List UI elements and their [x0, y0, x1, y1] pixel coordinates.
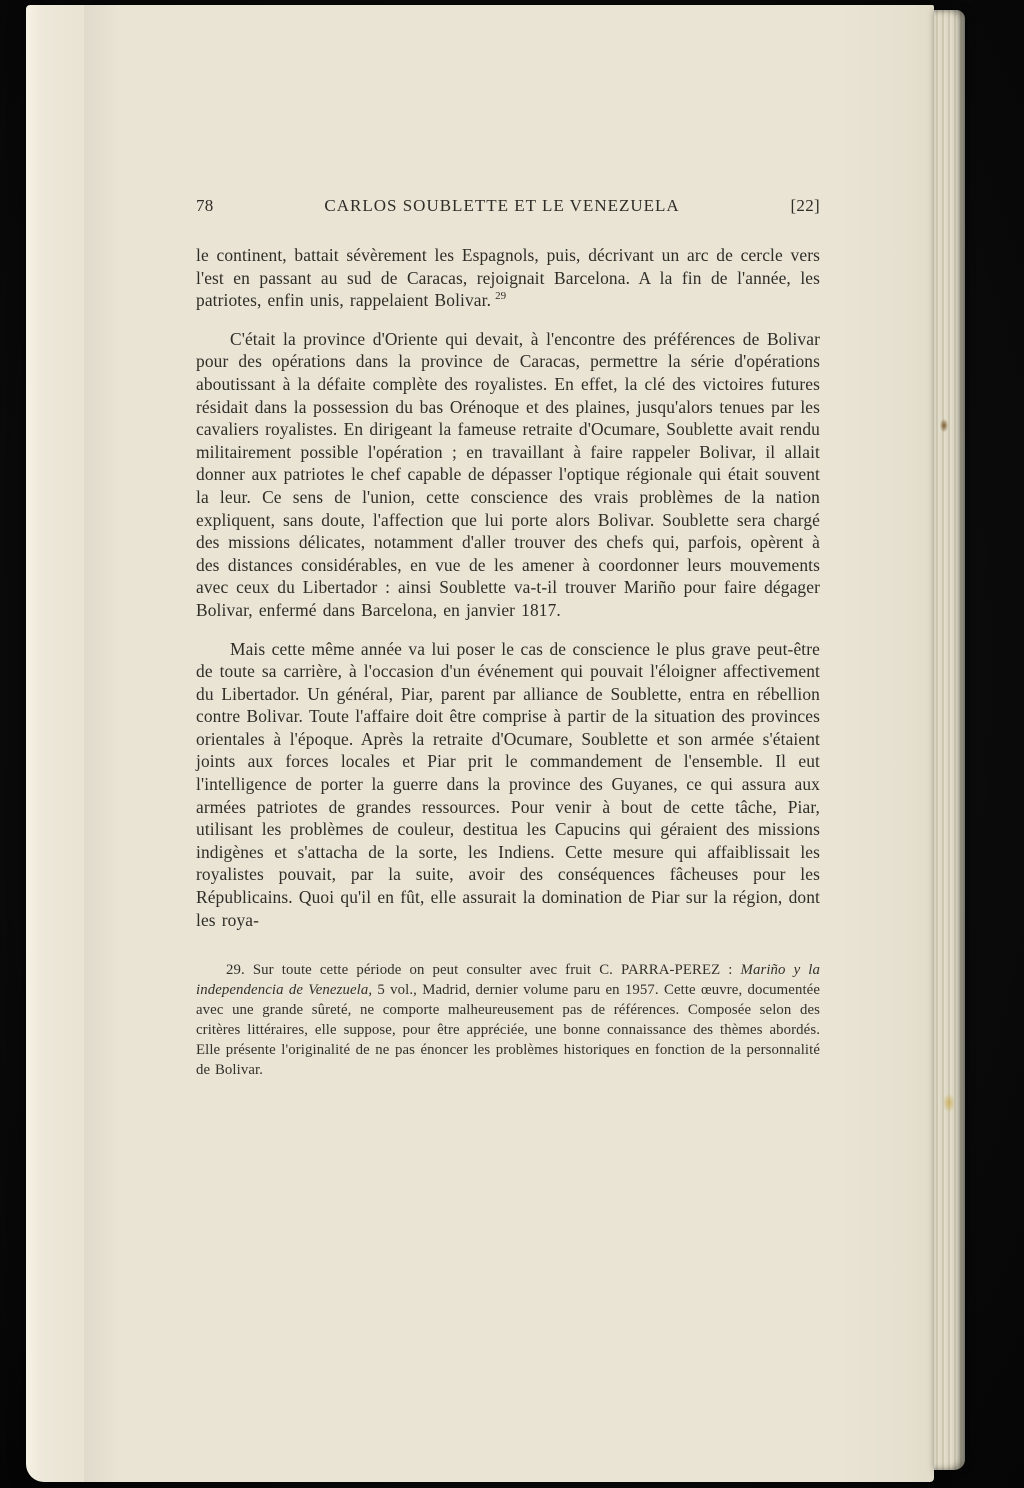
footnote-number: 29.	[226, 962, 245, 979]
book-page	[26, 5, 934, 1482]
footnote-text: Sur toute cette période on peut consulter avec fruit C. PARRA-PEREZ :	[244, 962, 741, 979]
paragraph-continuation	[196, 244, 820, 312]
paragraph-text: le continent, battait sévèrement les Espagnols, puis, décrivant un arc de cercle vers l'est en passant au sud de Caracas, rejoignait Barcelona. A la fin de l'année, les patriotes, enfin unis, rappelaient Bolivar.	[196, 245, 820, 311]
page-content	[196, 5, 820, 1081]
footnote-text: 5 vol., Madrid, dernier volume paru en 1957. Cette œuvre, documentée avec une grande sûreté, ne comporte malheureusement pas de références. Composée selon des critères littéraires, elle suppose, pour être appréciée, une bonne connaissance des thèmes abordés. Elle présente l'originalité de ne pas énoncer les problèmes historiques en fonction de la personnalité de Bolivar.	[196, 982, 820, 1078]
page-edges	[934, 10, 965, 1470]
paragraph: C'était la province d'Oriente qui devait, à l'encontre des préférences de Bolivar pour des opérations dans la province de Caracas, permettre la série d'opérations aboutissant à la défaite complète des royalistes. En effet, la clé des victoires futures résidait dans la possession du bas Orénoque et des plaines, jusqu'alors tenues par les cavaliers royalistes. En dirigeant la fameuse retraite d'Ocumare, Soublette avait rendu militairement possible l'opération ; en travaillant à faire rappeler Bolivar, il allait donner aux patriotes le chef capable de dépasser l'optique régionale qui était souvent la leur. Ce sens de l'union, cette conscience des vrais problèmes de la nation expliquent, sans doute, l'affection que lui porte alors Bolivar. Soublette sera chargé des missions délicates, notamment d'aller trouver des chefs qui, parfois, opèrent à des distances considérables, en vue de les amener à coordonner leurs mouvements avec ceux du Libertador : ainsi Soublette va-t-il trouver Mariño pour faire dégager Bolivar, enfermé dans Barcelona, en janvier 1817.	[196, 328, 820, 620]
paragraph: Mais cette même année va lui poser le cas de conscience le plus grave peut-être de toute sa carrière, à l'occasion d'un événement qui pouvait l'éloigner affectivement du Libertador. Un général, Piar, parent par alliance de Soublette, entra en rébellion contre Bolivar. Toute l'affaire doit être comprise à partir de la situation des provinces orientales à l'époque. Après la retraite d'Ocumare, Soublette et son armée s'étaient joints aux forces locales et Piar prit le commandement de l'ensemble. Il eut l'intelligence de porter la guerre dans la province des Guyanes, ce qui assura aux armées patriotes de grandes ressources. Pour venir à bout de cette tâche, Piar, utilisant les problèmes de couleur, destitua les Capucins qui géraient des missions indigènes et s'attacha de la sorte, les Indiens. Cette mesure qui affaiblissait les royalistes pouvait, par la suite, avoir des conséquences fâcheuses pour les Républicains. Quoi qu'il en fût, elle assurait la domination de Piar sur la région, dont les roya-	[196, 638, 820, 930]
footnote	[196, 961, 820, 1080]
body-text	[196, 244, 820, 931]
footnote-book-title: Mariño y la independencia de Venezuela,	[196, 962, 821, 999]
page-number: 78	[196, 196, 214, 215]
column-reference: [22]	[790, 196, 820, 215]
running-header	[196, 196, 820, 216]
footnote-reference: 29	[495, 290, 507, 303]
running-title: CARLOS SOUBLETTE ET LE VENEZUELA	[324, 196, 680, 215]
